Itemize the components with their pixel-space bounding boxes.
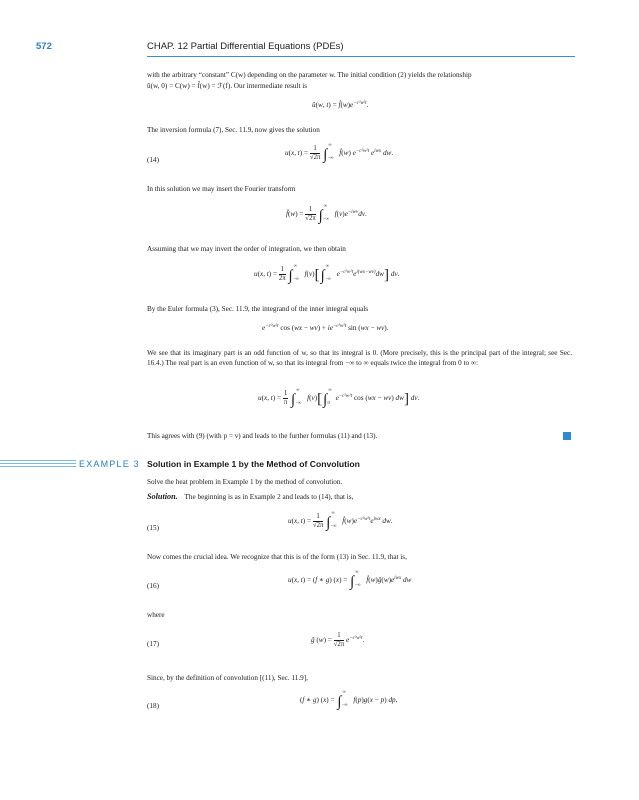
paragraph-8: Solve the heat problem in Example 1 by the method of convolution. <box>147 478 343 486</box>
equation-intermediate: û(w, $t) = f̂(w)e^{-c^2w^2t}$. <box>312 101 369 109</box>
equation-real-part: u(x, t) = $\frac{1}{\pi}$ $\int^\infty_{-\infty}$ $f(v)[\int^\infty_0$ $e^{-c^2w^2t}$ cos (wx − wv) dw] dv. <box>258 387 420 409</box>
equation-15: u(x, t) = $\frac{1}{√2\pi}$ $\int^\infty_{-\infty}$ $f̂(w)e^{-c^2w^2t}e^{iwx}$ dw. <box>288 510 393 532</box>
paragraph-4: Assuming that we may invert the order of integration, we then obtain <box>147 245 346 253</box>
paragraph-3: In this solution we may insert the Fourier transform <box>147 185 296 193</box>
equation-number-15: (15) <box>147 524 159 532</box>
paragraph-7: This agrees with (9) (with p = v) and leads to the further formulas (11) and (13). <box>147 432 378 440</box>
paragraph-1-line-2: û(w, 0) = C(w) = f̂(w) = ℱ(f). Our intermediate result is <box>147 82 308 90</box>
paragraph-10: Now comes the crucial idea. We recognize that this is of the form (13) in Sec. 11.9, that is, <box>147 553 407 561</box>
equation-fourier-transform: f̂(w) = $\frac{1}{√2\pi}$ $\int^\infty_{-\infty}$ $f(v)e^{-iwv}dv$. <box>286 203 367 225</box>
paragraph-11: Since, by the definition of convolution [(11), Sec. 11.9], <box>147 674 308 682</box>
equation-number-14: (14) <box>147 156 159 164</box>
header-rule <box>147 56 575 57</box>
example-title: Solution in Example 1 by the Method of Convolution <box>147 459 360 469</box>
example-label: EXAMPLE 3 <box>76 459 143 469</box>
end-of-example-marker <box>563 432 571 440</box>
equation-number-18: (18) <box>147 702 159 710</box>
solution-line <box>147 492 353 502</box>
page-number: 572 <box>36 41 52 52</box>
equation-18: (f ∗ g) $(x) = \int^\infty_{-\infty}$ f(p)g(x − p) dp, <box>300 689 398 710</box>
paragraph-2: The inversion formula (7), Sec. 11.9, now gives the solution <box>147 126 320 134</box>
solution-label: Solution. <box>147 492 178 501</box>
paragraph-5: By the Euler formula (3), Sec. 11.9, the integrand of the inner integral equals <box>147 305 369 313</box>
chapter-title: CHAP. 12 Partial Differential Equations (PDEs) <box>147 41 344 52</box>
equation-16: u(x, t) = (f ∗ g) $(x) = \int^\infty_{-\infty}$ $f̂(w)ĝ(w)e^{iwx}$ dw <box>288 569 412 590</box>
equation-14: u(x, t) = $\frac{1}{√2\pi}$ $\int^\infty_{-\infty}$ f̂(w) $e^{-c^2w^2t}$ $e^{iwx}$ dw. <box>285 142 394 164</box>
equation-euler-integrand: $e^{-c^2w^2t}$ $\cos (wx - wv) + ie^{-c^2w^2t}$ sin (wx − wv). <box>262 324 389 332</box>
equation-17: ĝ (w) = $\frac{1}{√2\pi}$ $e^{-c^2w^2t}$. <box>311 632 365 648</box>
equation-number-16: (16) <box>147 582 159 590</box>
paragraph-1-line-1: with the arbitrary “constant” C(w) depending on the parameter w. The initial condition (2) yields the relationship <box>147 71 472 79</box>
where-text: where <box>147 611 165 619</box>
equation-number-17: (17) <box>147 640 159 648</box>
equation-double-integral: u(x, t) = $\frac{1}{2\pi}$ $\int^\infty_{-\infty}$ $f(v)[\int^\infty_{-\infty}$ $e^{-c^2w^2t}e^{i(wx-wv)}dw$] dv. <box>254 263 400 285</box>
paragraph-6: We see that its imaginary part is an odd function of w, so that its integral is 0. (More precisely, this is the principal part of the integral; see Sec. 16.4.) The real part is an even function of w, so that its integral from −∞ to ∞ equals twice the integral from 0 to ∞: <box>147 349 572 367</box>
paragraph-9: The beginning is as in Example 2 and leads to (14), that is, <box>184 493 354 501</box>
